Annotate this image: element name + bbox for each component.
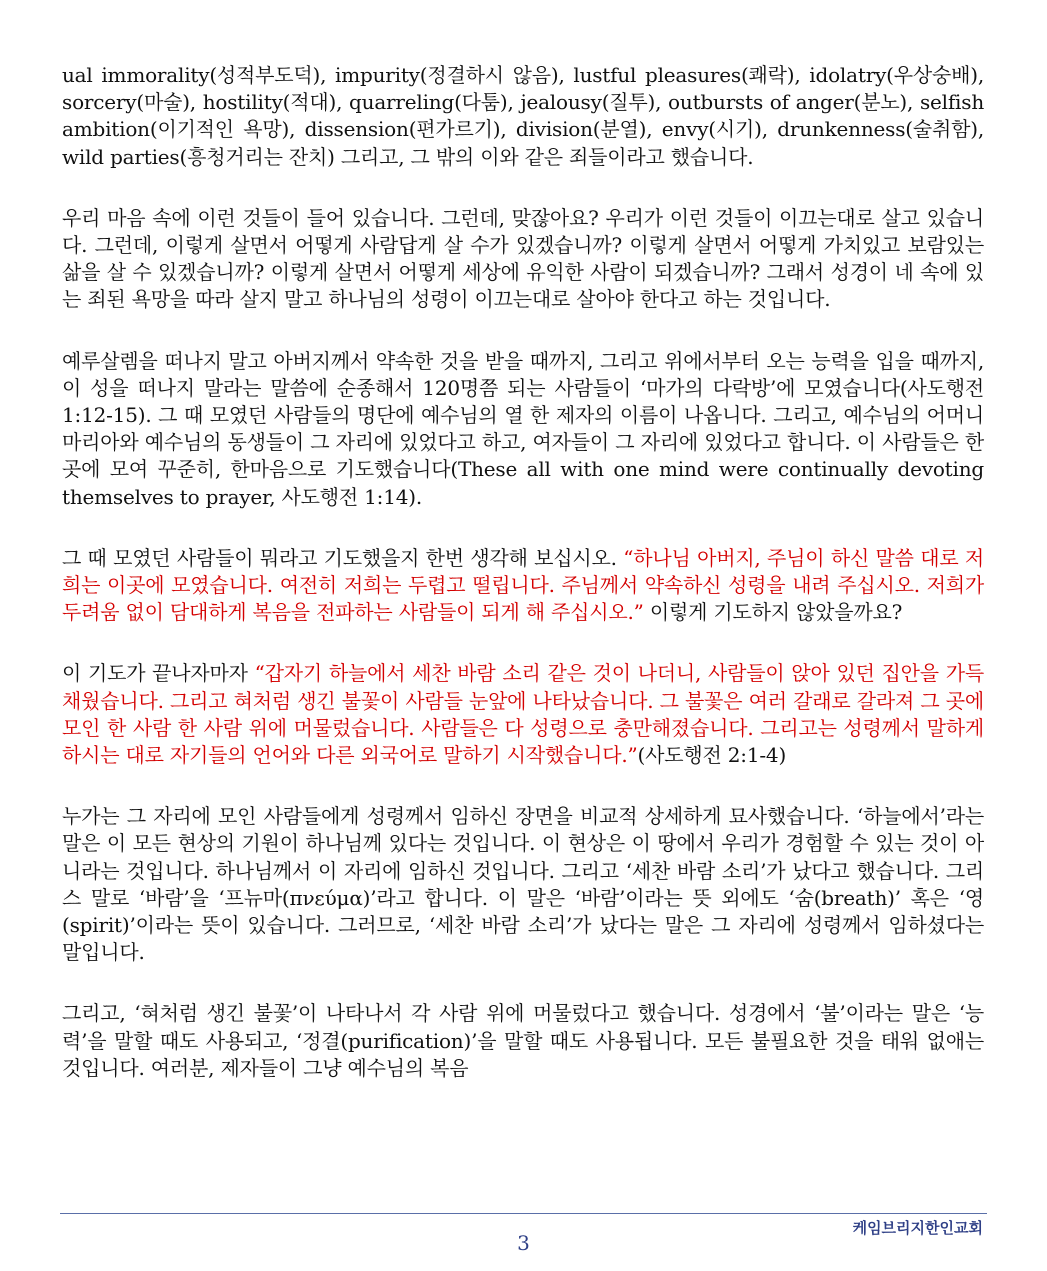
prayer-intro-text: 그 때 모였던 사람들이 뭐라고 기도했을지 한번 생각해 보십시오. [62, 545, 624, 570]
footer-divider [60, 1213, 987, 1214]
footer-church-name: 케임브리지한인교회 [852, 1219, 983, 1237]
paragraph-sins-list: ual immorality(성적부도덕), impurity(정결하시 않음), lustful pleasures(쾌락), idolatry(우상숭배), sorcery(마술), hostility(적대), quarreling(다툼), jealousy(질투), outbursts of anger(분노), selfish ambition(이기적인 욕망), dissension(편가르기), division(분열), envy(시기), drunkenness(술취함), wild parties(흥청거리는 잔치) 그리고, 그 밖의 이와 같은 죄들이라고 했습니다. [62, 63, 984, 169]
paragraph-upper-room: 예루살렘을 떠나지 말고 아버지께서 약속한 것을 받을 때까지, 그리고 위에서부터 오는 능력을 입을 때까지, 이 성을 떠나지 말라는 말씀에 순종해서 120명쯤 되는 사람들이 ‘마가의 다락방’에 모였습니다(사도행전 1:12-15). 그 때 모였던 사람들의 명단에 예수님의 열 한 제자의 이름이 나옵니다. 그리고, 예수님의 어머니 마리아와 예수님의 동생들이 그 자리에 있었다고 하고, 여자들이 그 자리에 있었다고 합니다. 이 사람들은 한 곳에 모여 꾸준히, 한마음으로 기도했습니다(These all with one mind were continually devoting themselves to prayer, 사도행전 1:14). [62, 348, 984, 509]
paragraph-pentecost [62, 660, 984, 769]
prayer-outro-text: 이렇게 기도하지 않았을까요? [643, 600, 903, 625]
page-body [62, 62, 984, 1116]
paragraph-prayer [62, 545, 984, 627]
paragraph-tongues-of-fire: 그리고, ‘혀처럼 생긴 불꽃’이 나타나서 각 사람 위에 머물렀다고 했습니다. 성경에서 ‘불’이라는 말은 ‘능력’을 말할 때도 사용되고, ‘정결(purification)’을 말할 때도 사용됩니다. 모든 불필요한 것을 태워 없애는 것입니다. 여러분, 제자들이 그냥 예수님의 복음 [62, 1001, 984, 1080]
prayer-quote: “하나님 아버지, 주님이 하신 말씀 대로 저희는 이곳에 모였습니다. 여전히 저희는 두렵고 떨립니다. 주님께서 약속하신 성령을 내려 주십시오. 저희가 두려움 없이 담대하게 복음을 전파하는 사람들이 되게 해 주십시오.” [62, 545, 984, 625]
pentecost-reference: (사도행전 2:1-4) [637, 743, 787, 768]
paragraph-wind-spirit: 누가는 그 자리에 모인 사람들에게 성령께서 임하신 장면을 비교적 상세하게 묘사했습니다. ‘하늘에서’라는 말은 이 모든 현상의 기원이 하나님께 있다는 것입니다. 이 현상은 이 땅에서 우리가 경험할 수 있는 것이 아니라는 것입니다. 하나님께서 이 자리에 임하신 것입니다. 그리고 ‘세찬 바람 소리’가 났다고 했습니다. 그리스 말로 ‘바람’을 ‘프뉴마(πνεύμα)’라고 합니다. 이 말은 ‘바람’이라는 뜻 외에도 ‘숨(breath)’ 혹은 ‘영(spirit)’이라는 뜻이 있습니다. 그러므로, ‘세찬 바람 소리’가 났다는 말은 그 자리에 성령께서 임하셨다는 말입니다. [62, 804, 984, 965]
page-number: 3 [517, 1231, 530, 1255]
paragraph-heart-desires: 우리 마음 속에 이런 것들이 들어 있습니다. 그런데, 맞잖아요? 우리가 이런 것들이 이끄는대로 살고 있습니다. 그런데, 이렇게 살면서 어떻게 사람답게 살 수가 있겠습니까? 이렇게 살면서 어떻게 가치있고 보람있는 삶을 살 수 있겠습니까? 이렇게 살면서 어떻게 세상에 유익한 사람이 되겠습니까? 그래서 성경이 네 속에 있는 죄된 욕망을 따라 살지 말고 하나님의 성령이 이끄는대로 살아야 한다고 하는 것입니다. [62, 205, 984, 312]
pentecost-scripture-quote: “갑자기 하늘에서 세찬 바람 소리 같은 것이 나더니, 사람들이 앉아 있던 집안을 가득 채웠습니다. 그리고 혀처럼 생긴 불꽃이 사람들 눈앞에 나타났습니다. 그 불꽃은 여러 갈래로 갈라져 그 곳에 모인 한 사람 한 사람 위에 머물렀습니다. 사람들은 다 성령으로 충만해졌습니다. 그리고는 성령께서 말하게 하시는 대로 자기들의 언어와 다른 외국어로 말하기 시작했습니다.” [62, 661, 984, 768]
pentecost-intro-text: 이 기도가 끝나자마자 [62, 661, 255, 686]
